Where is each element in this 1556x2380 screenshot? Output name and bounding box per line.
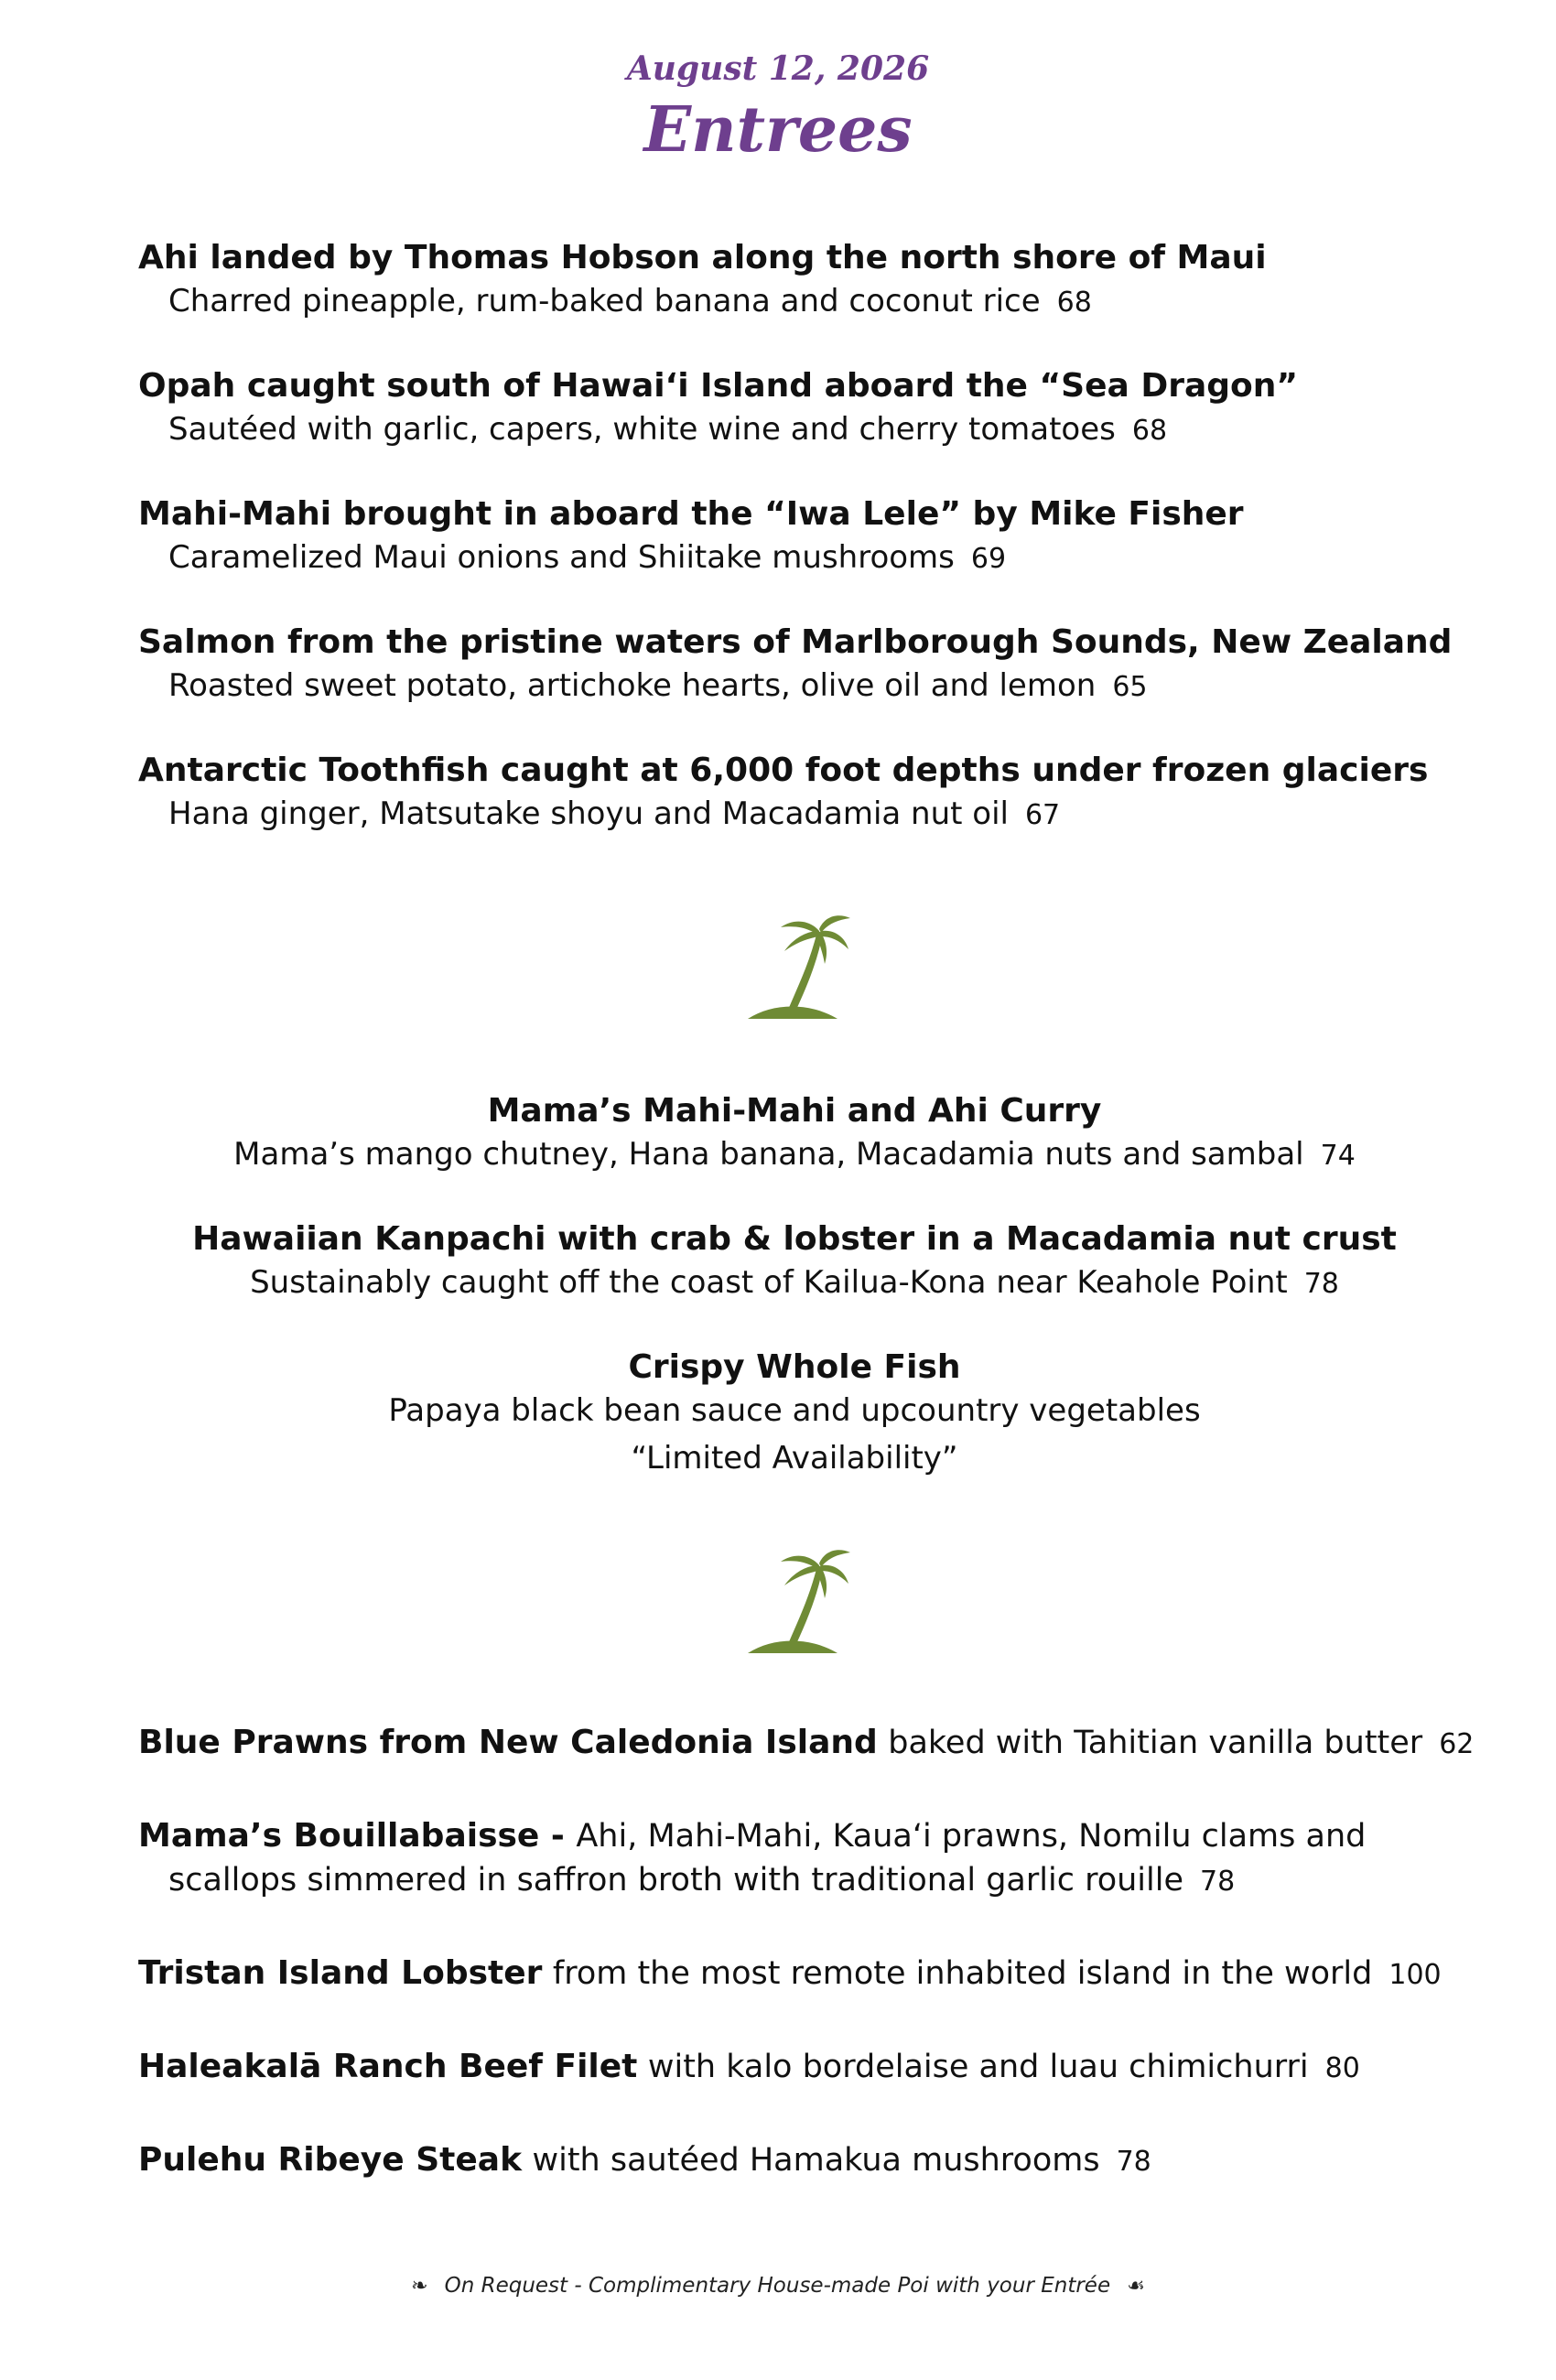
item-name: Opah caught south of Hawai‘i Island aboard the “Sea Dragon” [138,367,1299,405]
item-description: Mama’s mango chutney, Hana banana, Macadamia nuts and sambal 74 [233,1136,1356,1173]
item-price: 65 [1112,671,1148,703]
footer-note [0,2274,1556,2298]
item-description: Charred pineapple, rum-baked banana and coconut rice 68 [168,283,1092,319]
palm-tree-icon [746,911,856,1025]
item-price: 69 [970,543,1007,575]
section-more-entrees [0,1721,1556,2232]
menu-item [16,1089,1556,1177]
section-fish-entrees [0,236,1556,877]
menu-item [0,236,1556,324]
palm-tree-icon [746,1545,856,1660]
item-description: baked with Tahitian vanilla butter [888,1725,1423,1761]
item-price: 68 [1056,287,1092,319]
item-name: Mama’s Bouillabaisse - [138,1817,577,1855]
menu-item [0,2045,1556,2091]
item-price: 78 [1200,1866,1236,1898]
item-name: Blue Prawns from New Caledonia Island [138,1724,878,1761]
item-price: 100 [1389,1959,1442,1991]
item-name: Antarctic Toothfish caught at 6,000 foot depths under frozen glaciers [138,752,1429,789]
menu-item [0,364,1556,452]
item-description: Hana ginger, Matsutake shoyu and Macadamia nut oil 67 [168,795,1061,832]
menu-date: August 12, 2026 [626,49,930,88]
item-description-continued: scallops simmered in saffron broth with traditional garlic rouille 78 [168,1862,1236,1899]
item-price: 62 [1439,1728,1475,1760]
item-name: Pulehu Ribeye Steak [138,2141,523,2179]
item-description: Papaya black bean sauce and upcountry vegetables [388,1392,1201,1429]
menu-item [0,1721,1556,1767]
item-description: Roasted sweet potato, artichoke hearts, olive oil and lemon 65 [168,667,1148,704]
menu-item [0,621,1556,709]
item-price: 78 [1116,2146,1151,2178]
item-price: 68 [1131,415,1168,447]
item-description: Caramelized Maui onions and Shiitake mushrooms 69 [168,539,1007,576]
menu-item [16,1346,1556,1479]
item-description: with sautéed Hamakua mushrooms [532,2142,1100,2179]
item-name: Tristan Island Lobster [138,1954,543,1992]
menu-item [0,1952,1556,1997]
item-description: with kalo bordelaise and luau chimichurri [647,2049,1309,2085]
footer-text: On Request - Complimentary House-made Poi with your Entrée [444,2274,1111,2298]
item-name: Mahi-Mahi brought in aboard the “Iwa Lele” by Mike Fisher [138,495,1244,533]
item-name: Salmon from the pristine waters of Marlborough Sounds, New Zealand [138,623,1453,661]
menu-item [0,492,1556,580]
leaf-ornament-left-icon: ❧ [411,2275,428,2298]
item-name: Hawaiian Kanpachi with crab & lobster in a Macadamia nut crust [192,1220,1397,1258]
item-description: Sautéed with garlic, capers, white wine and cherry tomatoes 68 [168,411,1168,448]
item-price: 78 [1303,1268,1339,1300]
menu-item [16,1217,1556,1305]
item-description: Sustainably caught off the coast of Kailua-Kona near Keahole Point 78 [250,1264,1339,1301]
item-price: 80 [1324,2052,1360,2084]
menu-item [0,749,1556,837]
item-name: Mama’s Mahi-Mahi and Ahi Curry [487,1092,1102,1130]
menu-item [0,1814,1556,1904]
item-description: from the most remote inhabited island in the world [552,1955,1373,1992]
item-description: Ahi, Mahi-Mahi, Kaua‘i prawns, Nomilu clams and [576,1818,1367,1855]
menu-header [0,46,1556,167]
leaf-ornament-right-icon: ☙ [1127,2275,1145,2298]
item-name: Crispy Whole Fish [628,1348,961,1386]
item-name: Ahi landed by Thomas Hobson along the north shore of Maui [138,239,1267,276]
item-price: 67 [1024,799,1061,831]
menu-item [0,2138,1556,2184]
item-note: “Limited Availability” [631,1440,958,1477]
menu-title: Entrees [643,93,913,167]
item-price: 74 [1320,1140,1356,1172]
item-name: Haleakalā Ranch Beef Filet [138,2048,638,2085]
section-house-specialties [16,1089,1556,1520]
